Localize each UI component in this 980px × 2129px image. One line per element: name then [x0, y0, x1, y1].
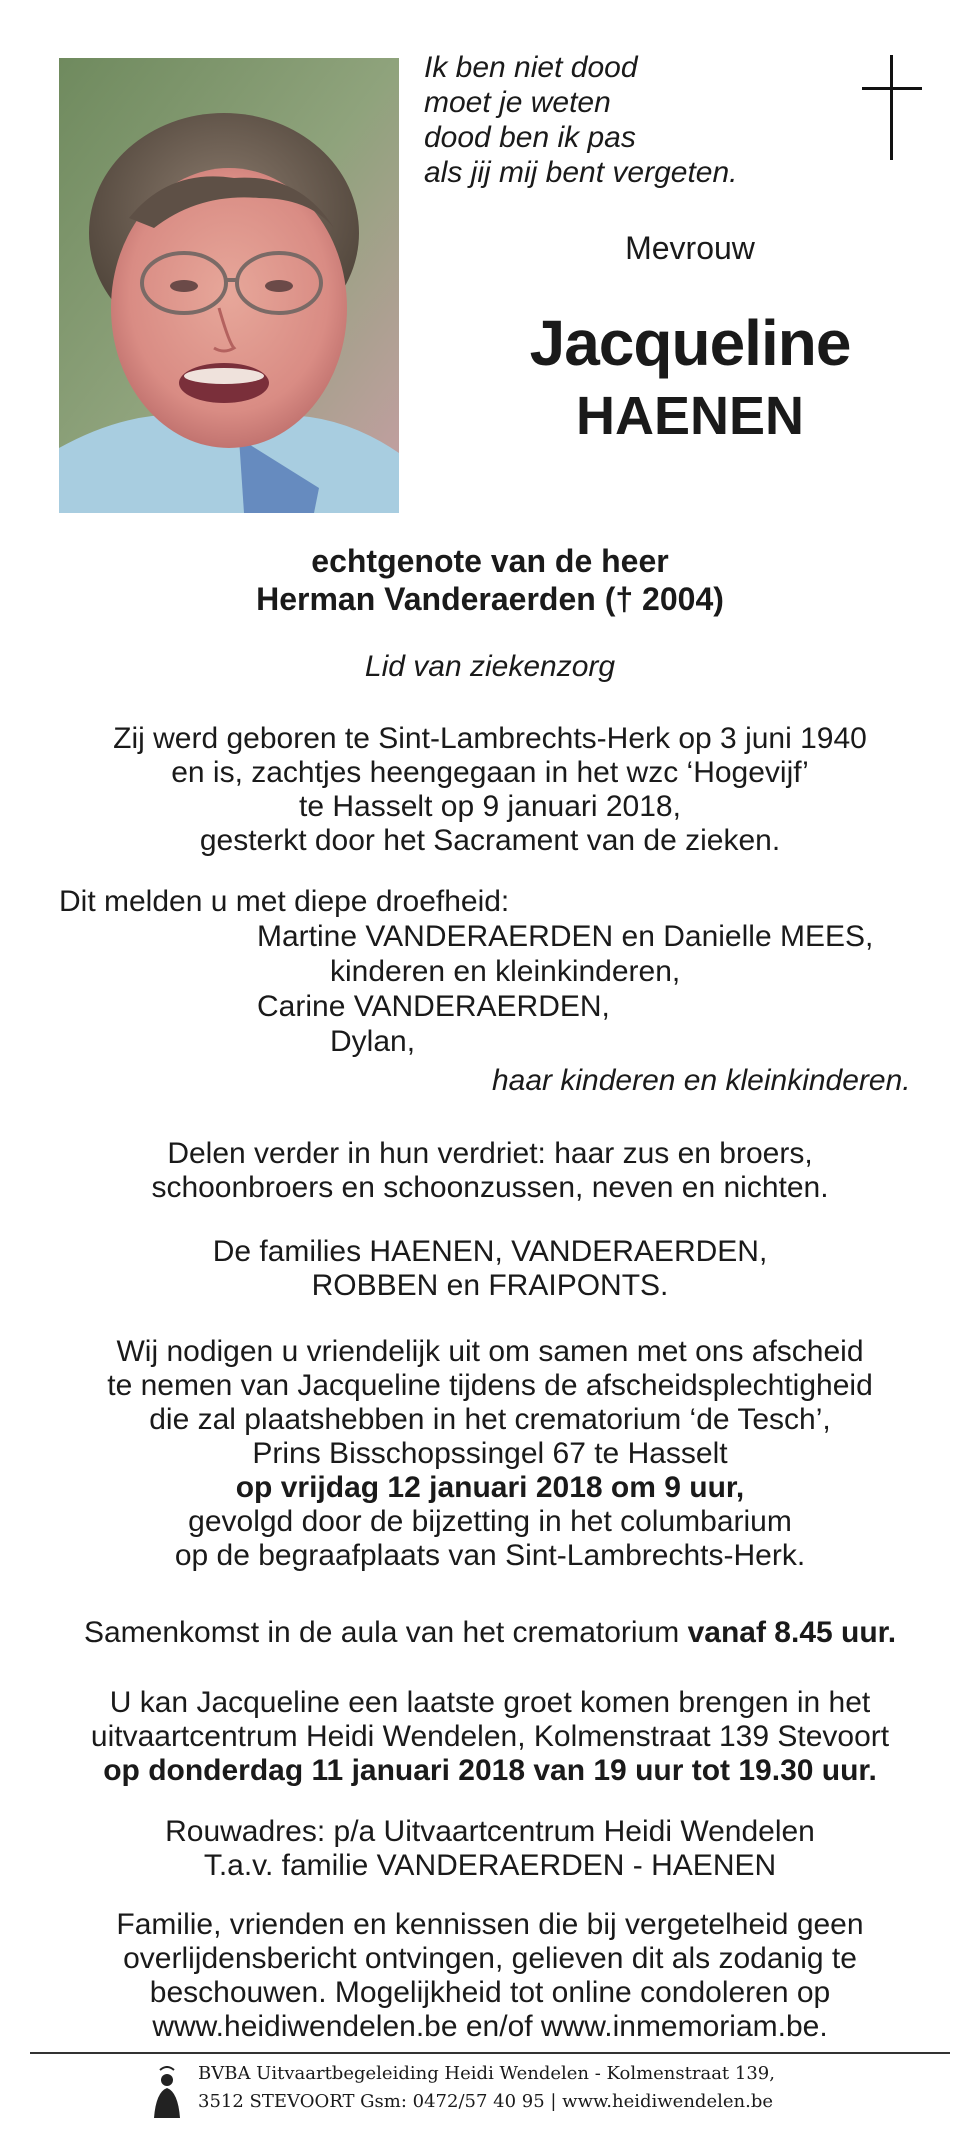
birth-death-line: Zij werd geboren te Sint-Lambrechts-Herk op 3 juni 1940: [113, 722, 867, 755]
gathering-info: [40, 1616, 940, 1650]
birth-death-info: [40, 722, 940, 858]
invitation-line: gevolgd door de bijzetting in het columbarium: [188, 1505, 792, 1538]
deceased-portrait-photo: [59, 58, 399, 513]
footer: [150, 2058, 850, 2124]
notice-line: www.heidiwendelen.be en/of www.inmemoriam.be.: [152, 2010, 828, 2043]
notice-line: overlijdensbericht ontvingen, gelieven dit als zodanig te: [123, 1942, 857, 1975]
invitation-line: Prins Bisschopssingel 67 te Hasselt: [252, 1437, 728, 1470]
share-grief-line: Delen verder in hun verdriet: haar zus en broers,: [167, 1137, 813, 1170]
gathering-text: Samenkomst in de aula van het crematorium: [83, 1616, 688, 1649]
mourner-line: Carine VANDERAERDEN,: [257, 990, 610, 1023]
mourner-line: Dylan,: [330, 1025, 416, 1058]
spouse-info: [40, 542, 940, 618]
cross-icon: [862, 55, 922, 160]
notice-line: beschouwen. Mogelijkheid tot online condoleren op: [149, 1976, 831, 2009]
mourner-line: kinderen en kleinkinderen,: [330, 955, 681, 988]
birth-death-line: gesterkt door het Sacrament van de zieken.: [199, 824, 781, 857]
families-line: ROBBEN en FRAIPONTS.: [311, 1269, 669, 1302]
spouse-line: echtgenote van de heer: [311, 543, 669, 579]
mourning-address: [40, 1815, 940, 1883]
ceremony-invitation: [40, 1335, 940, 1573]
invitation-line: op de begraafplaats van Sint-Lambrechts-Herk.: [174, 1539, 806, 1572]
address-line: Rouwadres: p/a Uitvaartcentrum Heidi Wendelen: [165, 1815, 815, 1848]
address-line: T.a.v. familie VANDERAERDEN - HAENEN: [203, 1849, 777, 1882]
condolence-notice: [40, 1908, 940, 2044]
mourner-line: haar kinderen en kleinkinderen.: [492, 1064, 911, 1097]
salutation: Mevrouw: [625, 230, 755, 266]
announcement-intro: Dit melden u met diepe droefheid:: [59, 885, 510, 918]
funeral-home-logo-icon: [150, 2066, 184, 2118]
footer-line: 3512 STEVOORT Gsm: 0472/57 40 95 | www.heidiwendelen.be: [198, 2091, 773, 2112]
poem-line: moet je weten: [424, 86, 611, 119]
visitation-line: uitvaartcentrum Heidi Wendelen, Kolmenstraat 139 Stevoort: [90, 1720, 890, 1753]
invitation-line: die zal plaatshebben in het crematorium ‘de Tesch’,: [149, 1403, 831, 1436]
visitation-date: op donderdag 11 januari 2018 van 19 uur tot 19.30 uur.: [103, 1754, 877, 1787]
poem-line: Ik ben niet dood: [424, 51, 638, 84]
poem: [424, 50, 824, 190]
deceased-title: [500, 228, 880, 450]
share-grief: [40, 1137, 940, 1205]
footer-divider: [30, 2052, 950, 2054]
families: [40, 1235, 940, 1303]
birth-death-line: en is, zachtjes heengegaan in het wzc ‘Hogevijf’: [171, 756, 809, 789]
poem-line: dood ben ik pas: [424, 121, 636, 154]
visitation-info: [40, 1686, 940, 1788]
footer-line: BVBA Uitvaartbegeleiding Heidi Wendelen - Kolmenstraat 139,: [198, 2063, 775, 2084]
ceremony-date: op vrijdag 12 januari 2018 om 9 uur,: [235, 1471, 745, 1504]
poem-line: als jij mij bent vergeten.: [424, 156, 738, 189]
portrait-illustration: [59, 58, 399, 513]
share-grief-line: schoonbroers en schoonzussen, neven en nichten.: [151, 1171, 829, 1204]
families-line: De families HAENEN, VANDERAERDEN,: [212, 1235, 768, 1268]
membership: Lid van ziekenzorg: [364, 650, 616, 683]
notice-line: Familie, vrienden en kennissen die bij vergetelheid geen: [116, 1908, 864, 1941]
spouse-name: Herman Vanderaerden († 2004): [256, 581, 724, 617]
invitation-line: te nemen van Jacqueline tijdens de afscheidsplechtigheid: [107, 1369, 873, 1402]
deceased-first-name: Jacqueline: [529, 307, 851, 379]
footer-text: [198, 2060, 775, 2116]
visitation-line: U kan Jacqueline een laatste groet komen brengen in het: [109, 1686, 871, 1719]
gathering-time: vanaf 8.45 uur.: [687, 1616, 897, 1649]
deceased-last-name: HAENEN: [575, 386, 805, 446]
invitation-line: Wij nodigen u vriendelijk uit om samen met ons afscheid: [116, 1335, 864, 1368]
mourner-line: Martine VANDERAERDEN en Danielle MEES,: [257, 920, 874, 953]
birth-death-line: te Hasselt op 9 januari 2018,: [299, 790, 681, 823]
